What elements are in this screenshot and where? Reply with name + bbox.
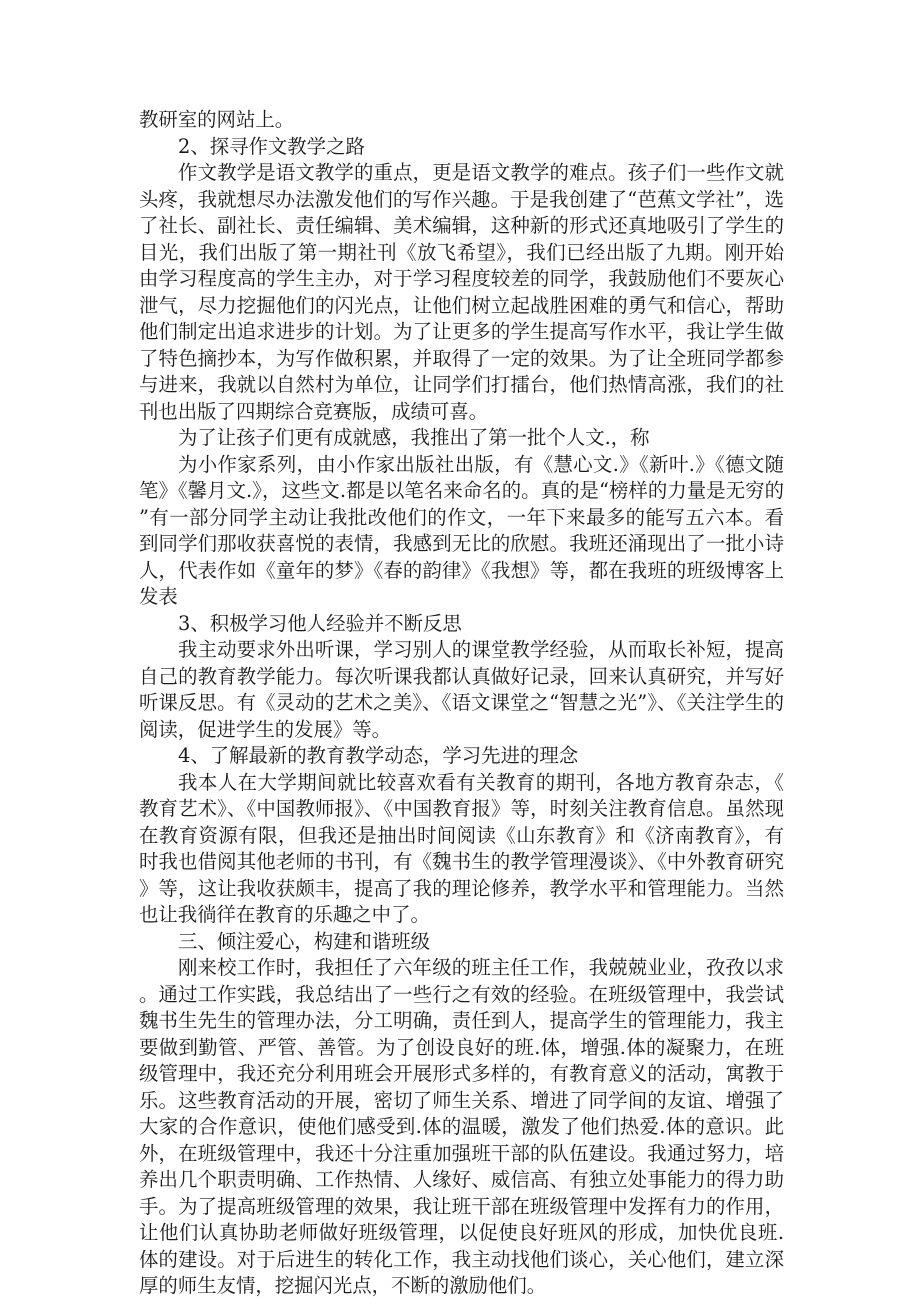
paragraph-continuation: 教研室的网站上。 (139, 108, 295, 131)
paragraph-personal-collection-intro: 为了让孩子们更有成就感，我推出了第一批个人文.，称 (178, 426, 650, 449)
paragraph-class-management: 刚来校工作时，我担任了六年级的班主任工作，我兢兢业业，孜孜以求。通过工作实践，我总结出了一些行之有效的经验。在班级管理中，我尝试魏书生先生的管理办法，分工明确，责任到人，提高学生的管理能力，我主要做到勤管、严管、善管。为了创设良好的班.体，增强.体的凝聚力，在班级管理中，我还充分利用班会开展形式多样的，有教育意义的活动，寓教于乐。这些教育活动的开展，密切了师生关系、增进了同学间的友谊、增强了大家的合作意识，使他们感受到.体的温暖，激发了他们热爱.体的意识。此外，在班级管理中，我还十分注重加强班干部的队伍建设。我通过努力，培养出几个职责明确、工作热情、人缘好、威信高、有独立处事能力的得力助手。为了提高班级管理的效果，我让班干部在班级管理中发挥有力的作用，让他们认真协助老师做好班级管理，以促使良好班风的形成，加快优良班.体的建设。对于后进生的转化工作，我主动找他们谈心，关心他们，建立深厚的师生友情，挖掘闪光点，不断的激励他们。 (139, 956, 784, 1297)
paragraph-observing-lessons: 我主动要求外出听课，学习别人的课堂教学经验，从而取长补短，提高自己的教育教学能力。每次听课我都认真做好记录，回来认真研究，并写好听课反思。有《灵动的艺术之美》、《语文课堂之“智慧之光”》、《关注学生的阅读，促进学生的发展》等。 (139, 638, 784, 741)
section-heading-harmonious-class: 三、倾注爱心，构建和谐班级 (178, 929, 431, 953)
paragraph-young-writers-series: 为小作家系列，由小作家出版社出版，有《慧心文.》《新叶.》《德文随笔》《馨月文.》，这些文.都是以笔名来命名的。真的是“榜样的力量是无穷的”有一部分同学主动让我批改他们的作文，一年下来最多的能写五六本。看到同学们那收获喜悦的表情，我感到无比的欣慰。我班还涌现出了一批小诗人，代表作如《童年的梦》《春的韵律》《我想》等，都在我班的班级博客上发表 (139, 452, 784, 608)
section-heading-writing-teaching: 2、探寻作文教学之路 (178, 134, 365, 158)
section-heading-education-trends: 4、了解最新的教育教学动态，学习先进的理念 (178, 744, 579, 767)
paragraph-literary-club: 作文教学是语文教学的重点，更是语文教学的难点。孩子们一些作文就头疼，我就想尽办法激发他们的写作兴趣。于是我创建了“芭蕉文学社”，选了社长、副社长、责任编辑、美术编辑，这种新的形式还真地吸引了学生的目光，我们出版了第一期社刊《放飞希望》，我们已经出版了九期。刚开始由学习程度高的学生主办，对于学习程度较差的同学，我鼓励他们不要灰心泄气，尽力挖掘他们的闪光点，让他们树立起战胜困难的勇气和信心，帮助他们制定出追求进步的计划。为了让更多的学生提高写作水平，我让学生做了特色摘抄本，为写作做积累，并取得了一定的效果。为了让全班同学都参与进来，我就以自然村为单位，让同学们打擂台，他们热情高涨，我们的社刊也出版了四期综合竞赛版，成绩可喜。 (139, 161, 784, 423)
section-heading-learning-reflection: 3、积极学习他人经验并不断反思 (178, 611, 462, 635)
paragraph-education-reading: 我本人在大学期间就比较喜欢看有关教育的期刊，各地方教育杂志，《教育艺术》、《中国教师报》、《中国教育报》等，时刻关注教育信息。虽然现在教育资源有限，但我还是抽出时间阅读《山东教育》和《济南教育》，有时我也借阅其他老师的书刊，有《魏书生的教学管理漫谈》、《中外教育研究》等，这让我收获颇丰，提高了我的理论修养，教学水平和管理能力。当然也让我徜徉在教育的乐趣之中了。 (139, 770, 784, 926)
document-body (139, 107, 784, 1300)
